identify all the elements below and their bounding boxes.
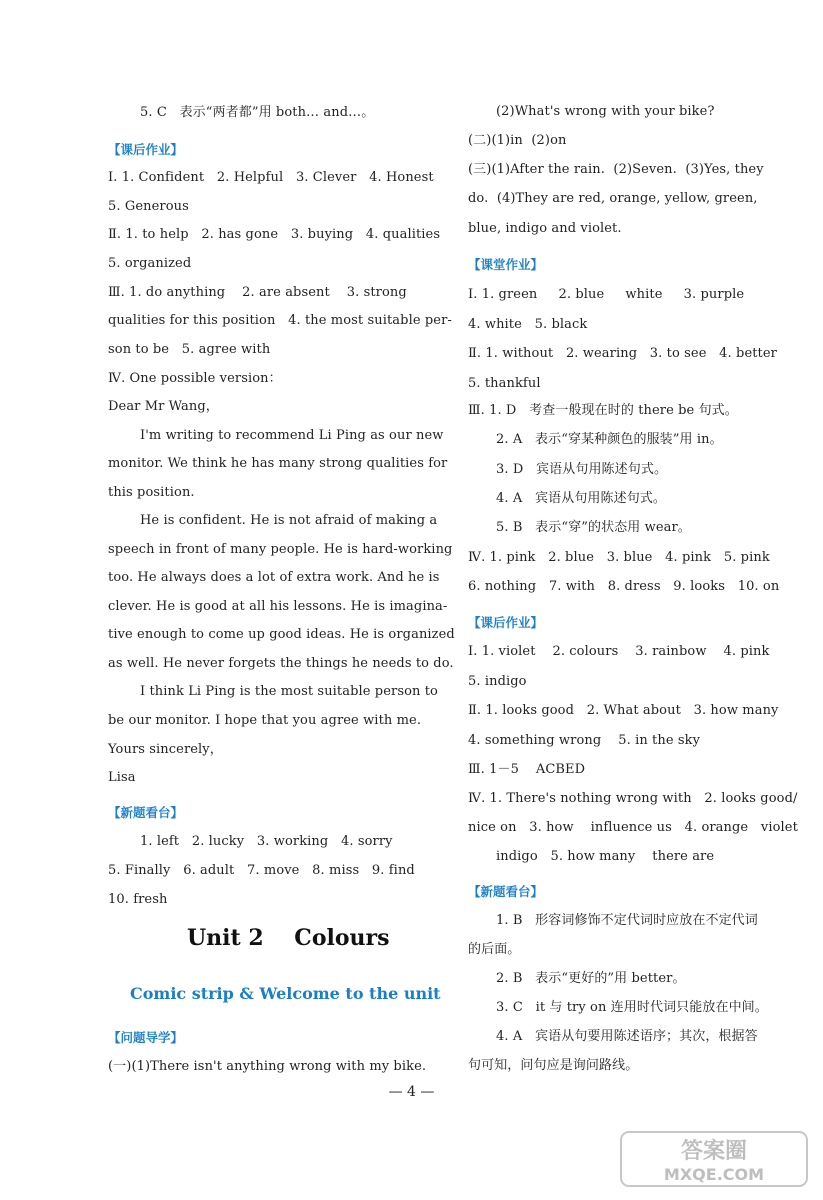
answer-line: Ⅳ. 1. pink 2. blue 3. blue 4. pink 5. pink	[468, 550, 770, 565]
answer-line: 5. C 表示“两者都”用 both… and…。	[140, 105, 375, 120]
letter-signature: Lisa	[108, 770, 136, 785]
answer-line: 1. B 形容词修饰不定代词时应放在不定代词	[496, 913, 758, 928]
svg-text:答案圈: 答案圈	[680, 1139, 748, 1164]
answer-line: 6. nothing 7. with 8. dress 9. looks 10. on	[468, 579, 780, 594]
answer-line: blue, indigo and violet.	[468, 221, 622, 236]
answer-line: Ⅱ. 1. looks good 2. What about 3. how many	[468, 703, 779, 718]
answer-line: 5. indigo	[468, 674, 527, 689]
answer-line: 5. Generous	[108, 199, 189, 214]
answer-line: Ⅳ. 1. There's nothing wrong with 2. looks good/	[468, 791, 798, 806]
answer-line: 句可知，问句应是询问路线。	[468, 1058, 639, 1073]
answer-line: (二)(1)in (2)on	[468, 133, 567, 148]
letter-line: speech in front of many people. He is hard-working	[108, 542, 453, 557]
answer-line: 1. left 2. lucky 3. working 4. sorry	[140, 834, 393, 849]
letter-line: I'm writing to recommend Li Ping as our new	[140, 428, 444, 443]
answer-line: 5. B 表示“穿”的状态用 wear。	[496, 520, 691, 535]
letter-line: I think Li Ping is the most suitable person to	[140, 684, 438, 699]
answer-line: 4. white 5. black	[468, 317, 588, 332]
letter-closing: Yours sincerely，	[108, 742, 223, 757]
answer-line: Ⅰ. 1. Confident 2. Helpful 3. Clever 4. Honest	[108, 170, 434, 185]
letter-line: too. He always does a lot of extra work. And he is	[108, 570, 440, 585]
page-number: — 4 —	[388, 1084, 435, 1100]
answer-line: Ⅲ. 1. D 考查一般现在时的 there be 句式。	[468, 403, 738, 418]
letter-line: clever. He is good at all his lessons. He is imagina-	[108, 599, 448, 614]
answer-line: (2)What's wrong with your bike?	[496, 104, 715, 119]
unit-subtitle: Comic strip & Welcome to the unit	[130, 984, 441, 1003]
answer-line: indigo 5. how many there are	[496, 849, 715, 864]
answer-line: nice on 3. how influence us 4. orange violet	[468, 820, 798, 835]
answer-line: 5. Finally 6. adult 7. move 8. miss 9. find	[108, 863, 415, 878]
answer-line: 的后面。	[468, 942, 521, 957]
section-heading-new: 【新题看台】	[468, 884, 544, 899]
letter-line: be our monitor. I hope that you agree with me.	[108, 713, 422, 728]
answer-line: Ⅰ. 1. green 2. blue white 3. purple	[468, 287, 745, 302]
letter-line: as well. He never forgets the things he needs to do.	[108, 656, 454, 671]
svg-text:MXQE.COM: MXQE.COM	[663, 1165, 765, 1184]
answer-line: Ⅳ. One possible version：	[108, 371, 282, 386]
answer-line: 10. fresh	[108, 892, 168, 907]
answer-line: 2. A 表示“穿某种颜色的服装”用 in。	[496, 432, 723, 447]
answer-line: Ⅱ. 1. to help 2. has gone 3. buying 4. qualities	[108, 227, 441, 242]
answer-line: 4. A 宾语从句要用陈述语序；其次，根据答	[496, 1029, 758, 1044]
answer-line: 3. D 宾语从句用陈述句式。	[496, 462, 668, 477]
section-heading-class: 【课堂作业】	[468, 257, 544, 272]
answer-line: Ⅲ. 1－5 ACBED	[468, 762, 586, 777]
section-heading-new: 【新题看台】	[108, 805, 184, 820]
answer-line: Ⅰ. 1. violet 2. colours 3. rainbow 4. pink	[468, 644, 770, 659]
section-heading-guide: 【问题导学】	[108, 1030, 184, 1045]
answer-line: Ⅲ. 1. do anything 2. are absent 3. strong	[108, 285, 407, 300]
unit-title: Unit 2 Colours	[187, 925, 390, 951]
answer-line: Ⅱ. 1. without 2. wearing 3. to see 4. better	[468, 346, 777, 361]
letter-salutation: Dear Mr Wang，	[108, 399, 219, 414]
letter-line: tive enough to come up good ideas. He is organized	[108, 627, 455, 642]
answer-line: 5. thankful	[468, 376, 541, 391]
answer-line: (一)(1)There isn't anything wrong with my bike.	[108, 1059, 427, 1074]
answer-line: 3. C it 与 try on 连用时代词只能放在中间。	[496, 1000, 768, 1015]
answer-line: (三)(1)After the rain. (2)Seven. (3)Yes, they	[468, 162, 764, 177]
answer-line: 2. B 表示“更好的”用 better。	[496, 971, 686, 986]
answer-line: 4. something wrong 5. in the sky	[468, 733, 701, 748]
answer-line: 5. organized	[108, 256, 192, 271]
answer-line: 4. A 宾语从句用陈述句式。	[496, 491, 667, 506]
letter-line: He is confident. He is not afraid of making a	[140, 513, 438, 528]
section-heading-homework: 【课后作业】	[468, 615, 544, 630]
answer-line: do. (4)They are red, orange, yellow, green,	[468, 191, 758, 206]
answer-line: qualities for this position 4. the most suitable per-	[108, 313, 452, 328]
watermark-logo	[619, 1128, 809, 1190]
letter-line: monitor. We think he has many strong qualities for	[108, 456, 448, 471]
answer-line: son to be 5. agree with	[108, 342, 271, 357]
letter-line: this position.	[108, 485, 195, 500]
section-heading-homework: 【课后作业】	[108, 142, 184, 157]
